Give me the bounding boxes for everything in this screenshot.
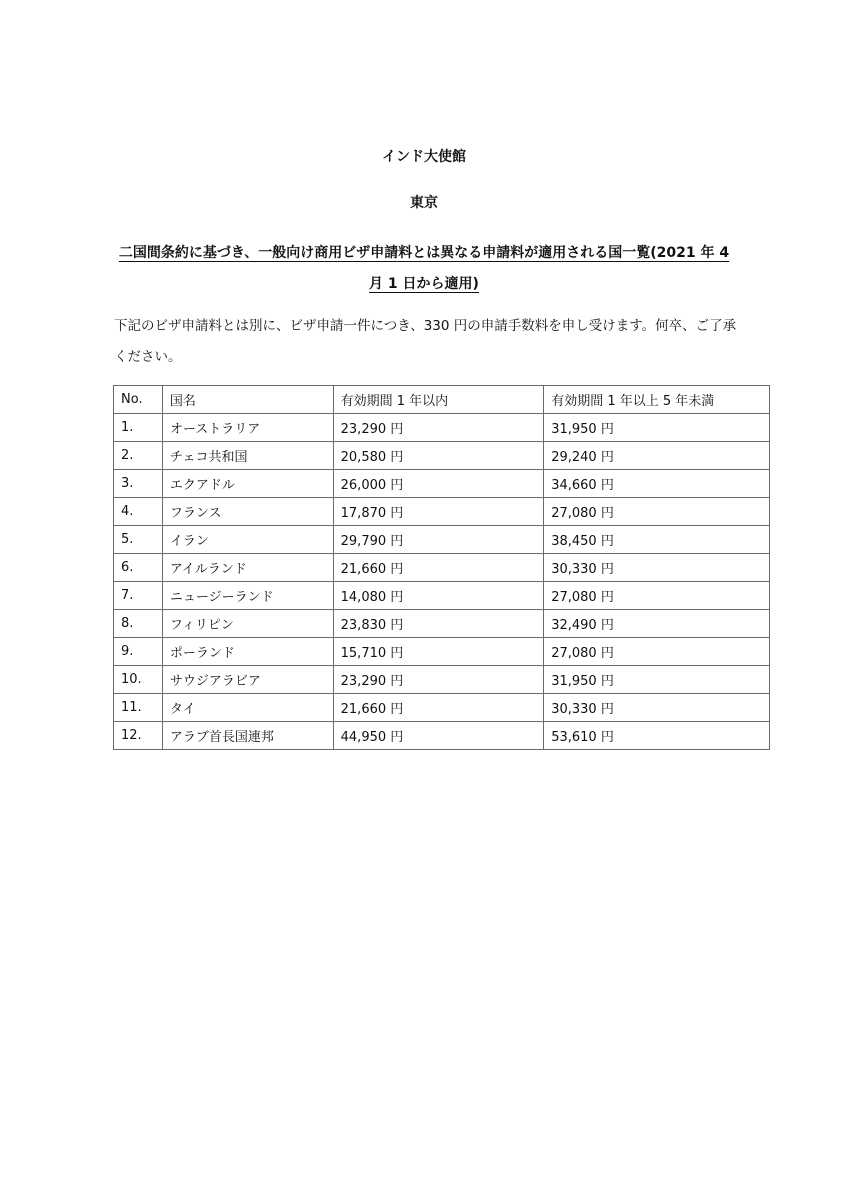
header-no: No. [114,386,163,414]
cell-no: 7. [114,582,163,610]
cell-fee-1yr: 17,870 円 [333,498,544,526]
cell-fee-1yr: 14,080 円 [333,582,544,610]
table-row [114,694,770,722]
table-row [114,554,770,582]
table-row [114,498,770,526]
table-row [114,722,770,750]
table-row [114,638,770,666]
cell-country: オーストラリア [162,414,333,442]
header-country: 国名 [162,386,333,414]
cell-no: 9. [114,638,163,666]
cell-country: タイ [162,694,333,722]
cell-no: 12. [114,722,163,750]
cell-country: アイルランド [162,554,333,582]
cell-fee-1yr: 20,580 円 [333,442,544,470]
header-fee-1to5yr: 有効期間 1 年以上 5 年未満 [544,386,770,414]
header-fee-1yr: 有効期間 1 年以内 [333,386,544,414]
cell-no: 11. [114,694,163,722]
cell-no: 10. [114,666,163,694]
cell-country: サウジアラビア [162,666,333,694]
cell-fee-1yr: 23,830 円 [333,610,544,638]
cell-country: チェコ共和国 [162,442,333,470]
cell-fee-1yr: 21,660 円 [333,694,544,722]
table-row [114,582,770,610]
cell-fee-1to5yr: 27,080 円 [544,582,770,610]
cell-no: 2. [114,442,163,470]
table-body [114,414,770,750]
cell-fee-1to5yr: 34,660 円 [544,470,770,498]
cell-fee-1to5yr: 30,330 円 [544,694,770,722]
cell-fee-1to5yr: 32,490 円 [544,610,770,638]
table-header-row [114,386,770,414]
cell-fee-1yr: 23,290 円 [333,666,544,694]
cell-fee-1to5yr: 31,950 円 [544,666,770,694]
table-row [114,610,770,638]
cell-fee-1to5yr: 53,610 円 [544,722,770,750]
cell-country: エクアドル [162,470,333,498]
city-heading: 東京 [410,195,438,211]
cell-country: ニュージーランド [162,582,333,610]
cell-fee-1to5yr: 31,950 円 [544,414,770,442]
cell-fee-1to5yr: 30,330 円 [544,554,770,582]
document-title: 二国間条約に基づき、一般向け商用ビザ申請料とは異なる申請料が適用される国一覧(2021 年 4 月 1 日から適用) [118,245,730,292]
table-row [114,470,770,498]
cell-no: 3. [114,470,163,498]
embassy-heading: インド大使館 [382,149,466,165]
cell-fee-1to5yr: 27,080 円 [544,638,770,666]
cell-country: フランス [162,498,333,526]
intro-paragraph: 下記のビザ申請料とは別に、ビザ申請一件につき、330 円の申請手数料を申し受けます。何卒、ご了承ください。 [114,318,737,365]
table-row [114,414,770,442]
cell-country: アラブ首長国連邦 [162,722,333,750]
cell-no: 1. [114,414,163,442]
cell-no: 4. [114,498,163,526]
cell-country: ポーランド [162,638,333,666]
cell-fee-1to5yr: 29,240 円 [544,442,770,470]
cell-country: イラン [162,526,333,554]
cell-fee-1yr: 26,000 円 [333,470,544,498]
cell-no: 8. [114,610,163,638]
cell-fee-1yr: 15,710 円 [333,638,544,666]
table-row [114,526,770,554]
cell-fee-1yr: 44,950 円 [333,722,544,750]
cell-fee-1to5yr: 27,080 円 [544,498,770,526]
cell-no: 6. [114,554,163,582]
cell-no: 5. [114,526,163,554]
visa-fee-table [113,385,770,750]
cell-fee-1to5yr: 38,450 円 [544,526,770,554]
cell-fee-1yr: 21,660 円 [333,554,544,582]
table-row [114,442,770,470]
cell-country: フィリピン [162,610,333,638]
table-row [114,666,770,694]
cell-fee-1yr: 29,790 円 [333,526,544,554]
cell-fee-1yr: 23,290 円 [333,414,544,442]
